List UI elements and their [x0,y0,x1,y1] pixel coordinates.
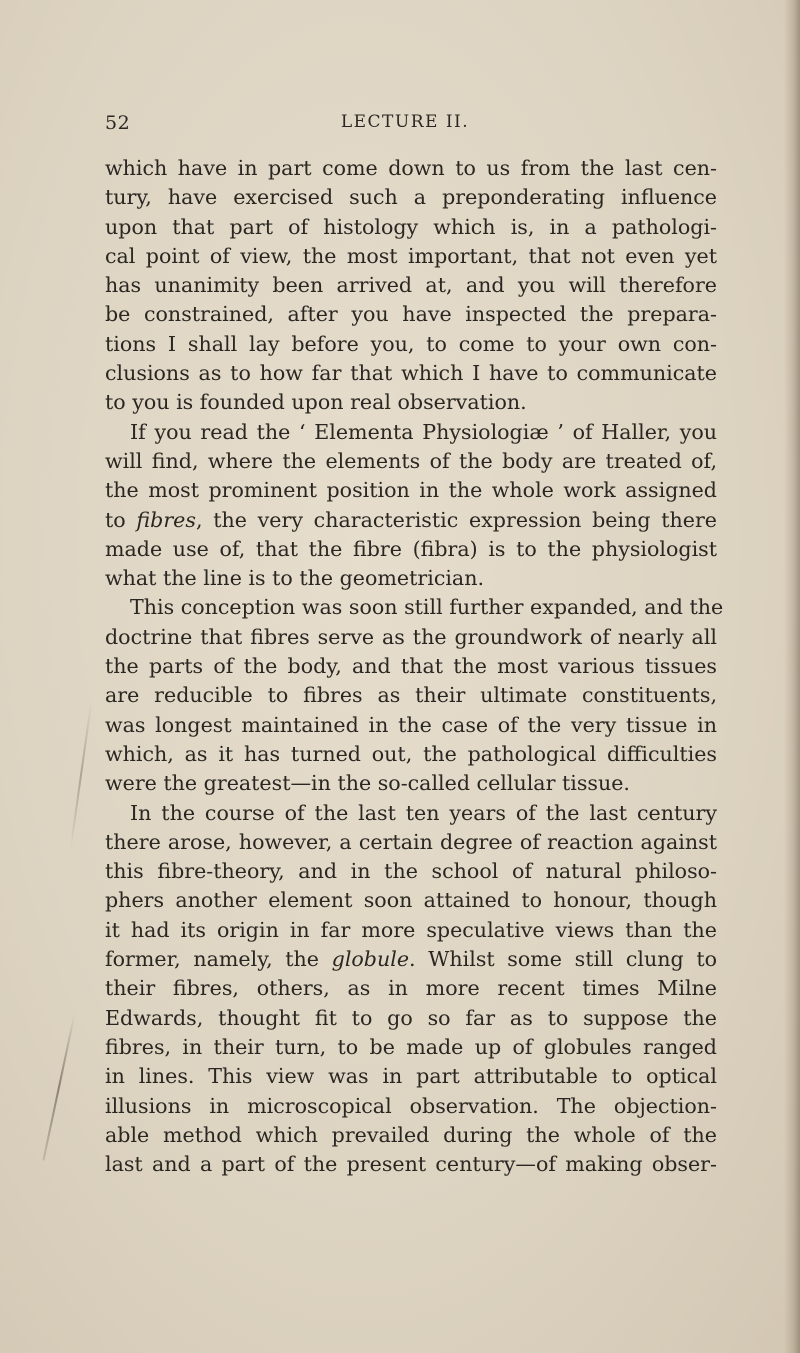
text-line: able method which prevailed during the whole of the [105,1122,717,1147]
text-line: last and a part of the present century—of making obser- [105,1152,717,1177]
text-line: clusions as to how far that which I have to communicate [105,361,717,386]
text-line: cal point of view, the most important, that not even yet [105,243,717,268]
text-line: which have in part come down to us from the last cen- [105,156,717,180]
text-line: will find, where the elements of the body are treated of, [105,448,717,473]
pencil-slash-mark [42,1013,75,1160]
running-head [105,112,705,140]
page-edge-shadow [784,0,800,1353]
text-line: are reducible to fibres as their ultimate constituents, [105,683,717,708]
text-line: In the course of the last ten years of the last century [130,800,717,825]
text-line: there arose, however, a certain degree of reaction against [105,829,717,854]
text-line: the most prominent position in the whole work assigned [105,478,717,503]
text-line: tury, have exercised such a preponderating influence [105,185,717,210]
page-number: 52 [105,112,131,134]
running-title: LECTURE II. [340,112,470,132]
body-text [105,154,724,1179]
text-line: illusions in microscopical observation. The objection- [105,1093,717,1118]
text-line: made use of, that the fibre (fibra) is to the physiologist [105,536,717,561]
text-line: phers another element soon attained to honour, though [105,888,717,913]
text-line: to fibres, the very characteristic expression being there [105,507,717,532]
text-line: be constrained, after you have inspected the prepara- [105,302,717,327]
text-line: what the line is to the geometrician. [105,566,485,591]
text-line: their fibres, others, as in more recent times Milne [105,976,717,1001]
text-line: fibres, in their turn, to be made up of globules ranged [105,1034,717,1059]
text-line: upon that part of histology which is, in a pathologi- [105,214,717,239]
pencil-mark [70,701,93,850]
text-line: tions I shall lay before you, to come to your own con- [105,331,717,356]
text-line: doctrine that fibres serve as the groundwork of nearly all [105,624,717,649]
text-line: Edwards, thought fit to go so far as to suppose the [105,1005,717,1030]
text-line: has unanimity been arrived at, and you will therefore [105,273,717,298]
italic-term: fibres [136,507,196,532]
text-line: the parts of the body, and that the most various tissues [105,654,717,679]
text-line: If you read the ‘ Elementa Physiologiæ ’ of Haller, you [130,419,717,444]
text-line: were the greatest—in the so-called cellular tissue. [105,771,630,796]
text-line: in lines. This view was in part attributable to optical [105,1064,717,1089]
text-line: to you is founded upon real observation. [105,390,527,415]
text-line: This conception was soon still further expanded, and the [130,595,724,620]
italic-term: globule [331,947,410,972]
text-line: it had its origin in far more speculative views than the [105,917,717,942]
text-line: which, as it has turned out, the pathological difficulties [105,741,717,766]
text-line: former, namely, the globule. Whilst some still clung to [105,947,718,972]
text-line: this fibre-theory, and in the school of natural philoso- [105,859,717,884]
text-line: was longest maintained in the case of the very tissue in [105,712,717,737]
